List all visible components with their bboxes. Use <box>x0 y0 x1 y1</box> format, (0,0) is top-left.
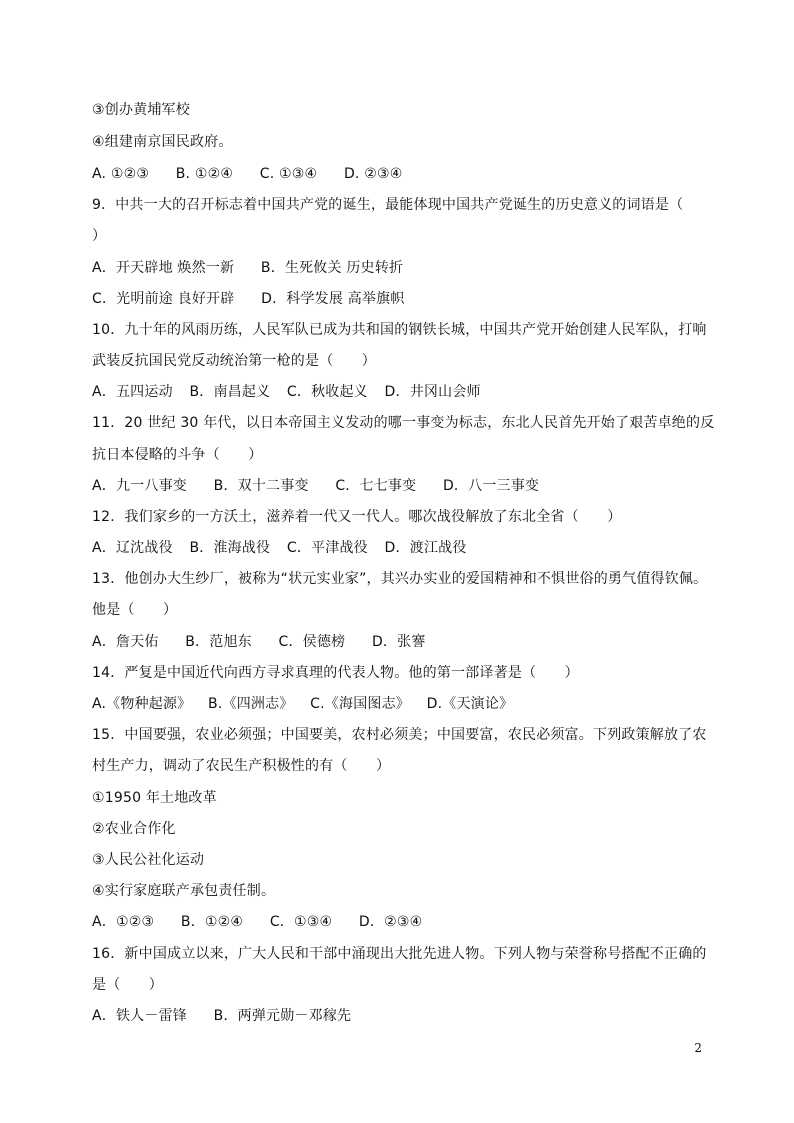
option-b: B．①②④ <box>180 914 244 930</box>
option-a: A.《物种起源》 <box>92 696 192 712</box>
option-b: B．范旭东 <box>185 634 252 650</box>
question-14-stem: 14．严复是中国近代向西方寻求真理的代表人物。他的第一部译著是（ ） <box>92 665 579 681</box>
option-c: C. ①③④ <box>259 166 318 182</box>
option-c: C．侯德榜 <box>278 634 346 650</box>
question-9-stem-cont: ） <box>92 228 107 244</box>
option-d: D.《天演论》 <box>426 696 514 712</box>
option-c: C．光明前途 良好开辟 <box>92 291 235 307</box>
question-10-options <box>92 382 712 402</box>
question-14-options <box>92 694 712 714</box>
question-12-options <box>92 538 712 558</box>
option-c: C．七七事变 <box>335 478 417 494</box>
option-b: B．生死攸关 历史转折 <box>260 260 404 276</box>
option-b: B．南昌起义 <box>189 384 271 400</box>
question-11-stem-cont: 抗日本侵略的斗争（ ） <box>92 447 263 463</box>
option-d: D. ②③④ <box>343 166 403 182</box>
question-15-item-1: ①1950 年土地改革 <box>92 790 217 806</box>
question-10-stem-cont: 武装反抗国民党反动统治第一枪的是（ ） <box>92 353 376 369</box>
question-15-stem: 15．中国要强，农业必须强；中国要美，农村必须美；中国要富，农民必须富。下列政策解放了农 <box>92 727 707 743</box>
option-a: A．辽沈战役 <box>92 540 173 556</box>
option-b: B.《四洲志》 <box>208 696 294 712</box>
prev-question-options <box>92 164 712 184</box>
question-13-stem: 13．他创办大生纱厂，被称为“状元实业家”，其兴办实业的爱国精神和不惧世俗的勇气值得钦佩。 <box>92 571 708 587</box>
question-16-options <box>92 1006 712 1026</box>
option-a: A．①②③ <box>92 914 155 930</box>
question-13-stem-cont: 他是（ ） <box>92 602 178 618</box>
question-15-item-3: ③人民公社化运动 <box>92 852 205 868</box>
option-d: D．井冈山会师 <box>384 384 481 400</box>
page-number: 2 <box>694 1041 702 1055</box>
prev-question-item-4: ④组建南京国民政府。 <box>92 134 233 150</box>
option-c: C．平津战役 <box>286 540 368 556</box>
question-11-stem: 11．20 世纪 30 年代，以日本帝国主义发动的哪一事变为标志，东北人民首先开始了艰苦卓绝的反 <box>92 415 715 431</box>
option-a: A. ①②③ <box>92 166 150 182</box>
question-10-stem: 10．九十年的风雨历练，人民军队已成为共和国的钢铁长城，中国共产党开始创建人民军队，打响 <box>92 322 707 338</box>
question-16-stem-cont: 是（ ） <box>92 977 163 993</box>
option-c: C．①③④ <box>269 914 333 930</box>
option-a: A．詹天佑 <box>92 634 159 650</box>
option-d: D．八一三事变 <box>442 478 540 494</box>
option-c: C.《海国图志》 <box>310 696 410 712</box>
option-a: A．九一八事变 <box>92 478 187 494</box>
option-d: D．渡江战役 <box>384 540 467 556</box>
option-b: B．淮海战役 <box>189 540 271 556</box>
option-b: B．双十二事变 <box>213 478 309 494</box>
prev-question-item-3: ③创办黄埔军校 <box>92 102 190 118</box>
question-11-options <box>92 476 712 496</box>
option-a: A．开天辟地 焕然一新 <box>92 260 235 276</box>
question-9-options-row2 <box>92 289 712 309</box>
option-d: D．科学发展 高举旗帜 <box>261 291 405 307</box>
question-13-options <box>92 632 712 652</box>
option-a: A．五四运动 <box>92 384 173 400</box>
option-a: A．铁人－雷锋 <box>92 1008 187 1024</box>
question-15-item-2: ②农业合作化 <box>92 821 176 837</box>
question-15-stem-cont: 村生产力，调动了农民生产积极性的有（ ） <box>92 758 391 774</box>
option-c: C．秋收起义 <box>286 384 368 400</box>
option-d: D．②③④ <box>358 914 423 930</box>
question-16-stem: 16．新中国成立以来，广大人民和干部中涌现出大批先进人物。下列人物与荣誉称号搭配不正确的 <box>92 946 707 962</box>
question-15-options <box>92 912 712 932</box>
question-15-item-4: ④实行家庭联产承包责任制。 <box>92 883 276 899</box>
question-9-stem: 9．中共一大的召开标志着中国共产党的诞生，最能体现中国共产党诞生的历史意义的词语是（ <box>92 197 684 213</box>
question-9-options-row1 <box>92 258 712 278</box>
option-d: D．张謇 <box>371 634 426 650</box>
option-b: B. ①②④ <box>175 166 234 182</box>
question-12-stem: 12．我们家乡的一方沃土，滋养着一代又一代人。哪次战役解放了东北全省（ ） <box>92 509 622 525</box>
option-b: B．两弹元勋－邓稼先 <box>213 1008 352 1024</box>
